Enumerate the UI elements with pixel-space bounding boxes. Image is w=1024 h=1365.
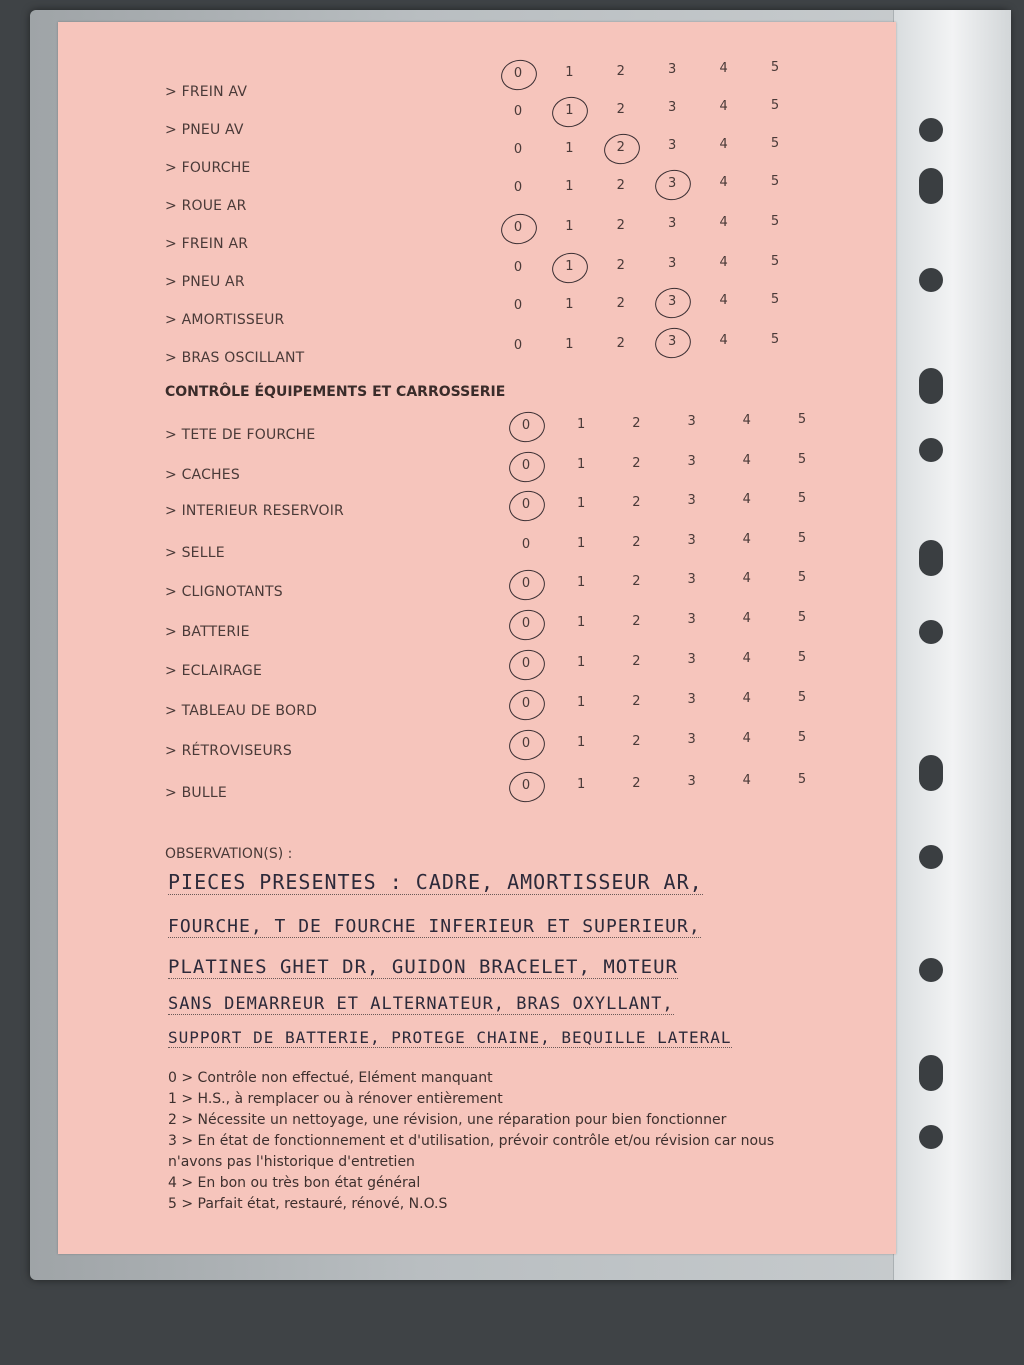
- checklist-item-label: > BATTERIE: [165, 624, 250, 640]
- sleeve-punch-strip: [893, 10, 1011, 1280]
- score-option[interactable]: 5: [797, 452, 807, 467]
- score-option[interactable]: 2: [632, 573, 641, 589]
- score-option[interactable]: 0: [513, 142, 523, 157]
- score-option[interactable]: 5: [797, 491, 807, 506]
- punch-hole: [919, 845, 943, 869]
- score-option[interactable]: 2: [632, 455, 641, 471]
- score-option[interactable]: 2: [616, 101, 625, 117]
- score-option[interactable]: 0: [521, 616, 531, 631]
- score-option[interactable]: 2: [616, 335, 625, 351]
- score-option[interactable]: 0: [513, 180, 523, 195]
- checklist-item-label: > BRAS OSCILLANT: [165, 350, 305, 366]
- score-option[interactable]: 0: [521, 576, 531, 591]
- punch-hole: [919, 540, 943, 576]
- score-option[interactable]: 3: [668, 334, 677, 350]
- checklist-item-label: > BULLE: [165, 785, 227, 801]
- checklist-item-label: > SELLE: [165, 545, 225, 561]
- score-option[interactable]: 5: [797, 412, 807, 427]
- score-option[interactable]: 4: [742, 773, 751, 789]
- score-option[interactable]: 3: [668, 216, 677, 232]
- score-option[interactable]: 0: [521, 736, 531, 751]
- score-option[interactable]: 3: [668, 294, 677, 310]
- checklist-item-label: > TABLEAU DE BORD: [165, 703, 318, 719]
- checklist-item-label: > ROUE AR: [165, 198, 247, 214]
- score-option[interactable]: 0: [513, 66, 523, 81]
- score-option[interactable]: 2: [616, 139, 625, 155]
- score-option[interactable]: 5: [770, 292, 780, 307]
- score-option[interactable]: 5: [797, 730, 807, 745]
- score-option[interactable]: 4: [719, 175, 728, 191]
- score-option[interactable]: 2: [632, 415, 641, 431]
- score-option[interactable]: 4: [742, 532, 751, 548]
- punch-hole: [919, 755, 943, 791]
- score-option[interactable]: 2: [616, 295, 625, 311]
- observation-line: PIECES PRESENTES : CADRE, AMORTISSEUR AR,: [168, 870, 703, 894]
- score-option[interactable]: 0: [513, 338, 523, 353]
- score-option[interactable]: 4: [742, 691, 751, 707]
- score-option[interactable]: 4: [742, 492, 751, 508]
- score-option[interactable]: 2: [632, 613, 641, 629]
- score-option[interactable]: 4: [742, 731, 751, 747]
- score-option[interactable]: 1: [565, 258, 574, 274]
- score-option[interactable]: 0: [521, 418, 531, 433]
- legend-line: 2 > Nécessite un nettoyage, une révision, une réparation pour bien fonctionner: [168, 1112, 727, 1128]
- score-option[interactable]: 1: [577, 416, 586, 432]
- checklist-item-label: > PNEU AV: [165, 122, 244, 138]
- score-option[interactable]: 5: [770, 214, 780, 229]
- score-option[interactable]: 1: [565, 336, 574, 352]
- score-option[interactable]: 1: [577, 574, 586, 590]
- score-option[interactable]: 1: [565, 178, 574, 194]
- score-option[interactable]: 4: [742, 453, 751, 469]
- punch-hole: [919, 438, 943, 462]
- score-option[interactable]: 4: [719, 99, 728, 115]
- score-option[interactable]: 3: [687, 533, 696, 549]
- checklist-item-label: > TETE DE FOURCHE: [165, 427, 316, 443]
- legend-line: 4 > En bon ou très bon état général: [168, 1175, 421, 1191]
- score-option[interactable]: 2: [632, 733, 641, 749]
- score-option[interactable]: 4: [742, 611, 751, 627]
- score-option[interactable]: 0: [521, 497, 531, 512]
- score-option[interactable]: 1: [577, 495, 586, 511]
- observation-line: SANS DEMARREUR ET ALTERNATEUR, BRAS OXYLLANT,: [168, 994, 674, 1014]
- score-option[interactable]: 2: [632, 494, 641, 510]
- score-option[interactable]: 0: [513, 220, 523, 235]
- score-option[interactable]: 1: [565, 296, 574, 312]
- score-option[interactable]: 5: [797, 531, 807, 546]
- score-option[interactable]: 3: [687, 493, 696, 509]
- score-option[interactable]: 1: [577, 456, 586, 472]
- score-option[interactable]: 4: [719, 293, 728, 309]
- score-option[interactable]: 5: [770, 98, 780, 113]
- score-option[interactable]: 0: [513, 104, 523, 119]
- score-option[interactable]: 0: [513, 298, 523, 313]
- score-option[interactable]: 1: [565, 102, 574, 118]
- score-option[interactable]: 2: [616, 257, 625, 273]
- observation-line: FOURCHE, T DE FOURCHE INFERIEUR ET SUPERIEUR,: [168, 916, 701, 937]
- legend-line: n'avons pas l'historique d'entretien: [168, 1154, 415, 1170]
- score-option[interactable]: 2: [632, 534, 641, 550]
- score-option[interactable]: 3: [668, 176, 677, 192]
- score-option[interactable]: 4: [742, 413, 751, 429]
- checklist-item-label: > PNEU AR: [165, 274, 245, 290]
- score-option[interactable]: 0: [521, 656, 531, 671]
- score-option[interactable]: 4: [719, 61, 728, 77]
- observations-title: OBSERVATION(S) :: [165, 846, 293, 862]
- score-option[interactable]: 5: [797, 650, 807, 665]
- score-option[interactable]: 3: [668, 100, 677, 116]
- score-option[interactable]: 3: [668, 62, 677, 78]
- score-option[interactable]: 2: [616, 63, 625, 79]
- score-option[interactable]: 1: [577, 694, 586, 710]
- score-option[interactable]: 4: [742, 651, 751, 667]
- score-option[interactable]: 3: [668, 138, 677, 154]
- checklist-item-label: > ECLAIRAGE: [165, 663, 263, 679]
- score-option[interactable]: 1: [565, 64, 574, 80]
- checklist-item-label: > FOURCHE: [165, 160, 251, 176]
- legend-line: 1 > H.S., à remplacer ou à rénover entièrement: [168, 1091, 503, 1107]
- score-option[interactable]: 1: [577, 614, 586, 630]
- score-option[interactable]: 5: [797, 570, 807, 585]
- checklist-item-label: > CLIGNOTANTS: [165, 584, 283, 600]
- score-option[interactable]: 5: [797, 690, 807, 705]
- score-option[interactable]: 5: [797, 772, 807, 787]
- score-option[interactable]: 4: [719, 215, 728, 231]
- score-option[interactable]: 2: [632, 693, 641, 709]
- score-option[interactable]: 2: [632, 653, 641, 669]
- score-option[interactable]: 4: [719, 333, 728, 349]
- score-option[interactable]: 3: [687, 572, 696, 588]
- punch-hole: [919, 168, 943, 204]
- score-option[interactable]: 3: [668, 256, 677, 272]
- punch-hole: [919, 368, 943, 404]
- score-option[interactable]: 4: [719, 255, 728, 271]
- score-option[interactable]: 1: [565, 218, 574, 234]
- legend-line: 5 > Parfait état, restauré, rénové, N.O.S: [168, 1196, 448, 1212]
- legend-line: 3 > En état de fonctionnement et d'utilisation, prévoir contrôle et/ou révision car nous: [168, 1133, 775, 1149]
- score-option[interactable]: 5: [770, 332, 780, 347]
- score-option[interactable]: 0: [521, 458, 531, 473]
- score-option[interactable]: 4: [742, 571, 751, 587]
- score-option[interactable]: 2: [616, 177, 625, 193]
- score-option[interactable]: 3: [687, 732, 696, 748]
- score-option[interactable]: 1: [577, 776, 586, 792]
- score-option[interactable]: 5: [797, 610, 807, 625]
- punch-hole: [919, 620, 943, 644]
- checklist-item-label: > AMORTISSEUR: [165, 312, 285, 328]
- score-option[interactable]: 5: [770, 136, 780, 151]
- score-option[interactable]: 1: [577, 654, 586, 670]
- score-option[interactable]: 1: [565, 140, 574, 156]
- score-option[interactable]: 5: [770, 60, 780, 75]
- checklist-item-label: > FREIN AV: [165, 84, 248, 100]
- legend-line: 0 > Contrôle non effectué, Elément manquant: [168, 1070, 493, 1086]
- score-option[interactable]: 1: [577, 535, 586, 551]
- score-option[interactable]: 1: [577, 734, 586, 750]
- observation-line: PLATINES GHET DR, GUIDON BRACELET, MOTEUR: [168, 956, 678, 978]
- score-option[interactable]: 3: [687, 612, 696, 628]
- score-option[interactable]: 4: [719, 137, 728, 153]
- score-option[interactable]: 3: [687, 652, 696, 668]
- score-option[interactable]: 5: [770, 174, 780, 189]
- section-title: CONTRÔLE ÉQUIPEMENTS ET CARROSSERIE: [165, 384, 506, 400]
- punch-hole: [919, 1125, 943, 1149]
- score-option[interactable]: 3: [687, 774, 696, 790]
- score-option[interactable]: 2: [632, 775, 641, 791]
- score-option[interactable]: 0: [521, 696, 531, 711]
- score-option[interactable]: 3: [687, 414, 696, 430]
- score-option[interactable]: 5: [770, 254, 780, 269]
- score-option[interactable]: 2: [616, 217, 625, 233]
- checklist-item-label: > RÉTROVISEURS: [165, 743, 292, 759]
- score-option[interactable]: 3: [687, 692, 696, 708]
- score-option[interactable]: 3: [687, 454, 696, 470]
- score-option[interactable]: 0: [521, 778, 531, 793]
- punch-hole: [919, 1055, 943, 1091]
- observation-line: SUPPORT DE BATTERIE, PROTEGE CHAINE, BEQUILLE LATERAL: [168, 1028, 732, 1047]
- score-option[interactable]: 0: [513, 260, 523, 275]
- checklist-item-label: > INTERIEUR RESERVOIR: [165, 503, 344, 519]
- checklist-item-label: > FREIN AR: [165, 236, 249, 252]
- score-option[interactable]: 0: [521, 537, 531, 552]
- punch-hole: [919, 268, 943, 292]
- checklist-item-label: > CACHES: [165, 467, 240, 483]
- punch-hole: [919, 118, 943, 142]
- punch-hole: [919, 958, 943, 982]
